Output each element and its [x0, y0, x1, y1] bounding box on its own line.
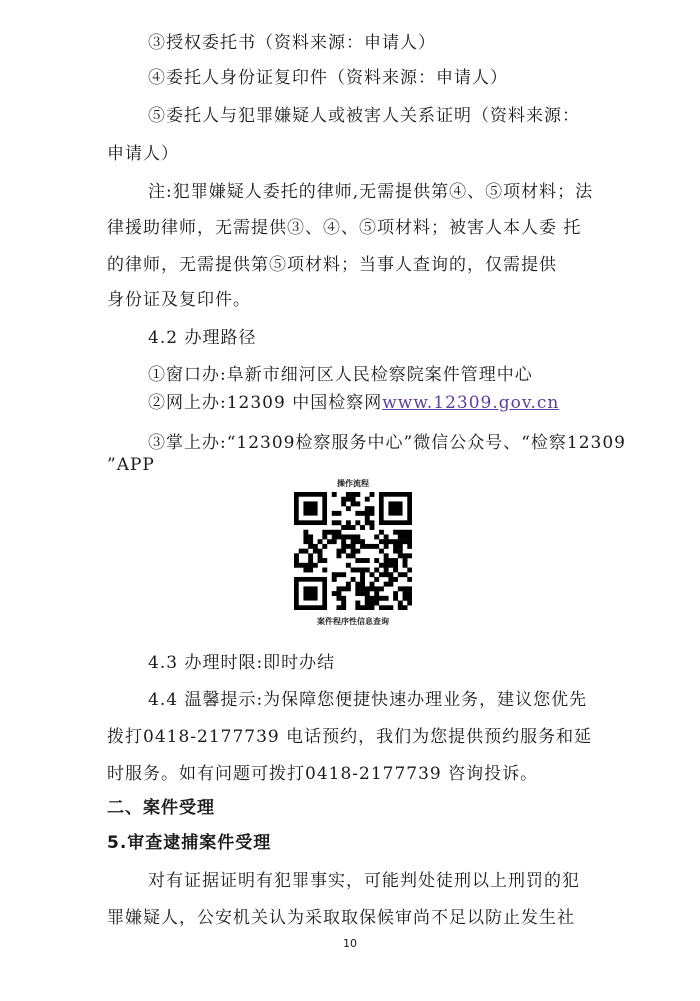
text-line: 时服务。如有问题可拨打0418-2177739 咨询投诉。 [107, 764, 539, 784]
text-line: 身份证及复印件。 [107, 290, 251, 310]
text-line: ”APP [107, 455, 155, 475]
text-line: 4.3 办理时限:即时办结 [148, 653, 336, 673]
text-line: 的律师，无需提供第⑤项材料；当事人查询的，仅需提供 [107, 255, 557, 275]
text-line: ①窗口办:阜新市细河区人民检察院案件管理中心 [148, 365, 533, 385]
online-label: ②网上办:12309 中国检察网 [148, 393, 383, 413]
text-line: 4.4 温馨提示:为保障您便捷快速办理业务，建议您优先 [148, 690, 588, 710]
chapter-heading: 二、案件受理 [107, 798, 215, 818]
text-line: ⑤委托人与犯罪嫌疑人或被害人关系证明（资料来源： [148, 106, 580, 126]
text-line [148, 391, 559, 415]
qr-caption-top: 操作流程 [337, 479, 369, 488]
text-line: ③授权委托书（资料来源：申请人） [148, 33, 436, 53]
text-line: 注:犯罪嫌疑人委托的律师,无需提供第④、⑤项材料；法 [148, 182, 594, 202]
text-line: 拨打0418-2177739 电话预约，我们为您提供预约服务和延 [107, 727, 593, 747]
text-line: 对有证据证明有犯罪事实，可能判处徒刑以上刑罚的犯 [148, 871, 580, 891]
text-line: ③掌上办:“12309检察服务中心”微信公众号、“检察12309 [148, 433, 626, 453]
qr-caption-bottom: 案件程序性信息查询 [317, 617, 389, 626]
section-heading: 5.审查逮捕案件受理 [107, 833, 272, 853]
website-link[interactable]: www.12309.gov.cn [382, 393, 560, 413]
text-line: 罪嫌疑人，公安机关认为采取取保候审尚不足以防止发生社 [107, 908, 575, 928]
qr-block [292, 478, 414, 628]
section-heading: 4.2 办理路径 [148, 328, 257, 348]
qr-code-icon[interactable] [294, 492, 412, 610]
text-line: 申请人） [107, 144, 179, 164]
page-number: 10 [343, 937, 357, 950]
text-line: ④委托人身份证复印件（资料来源：申请人） [148, 68, 508, 88]
text-line: 律援助律师，无需提供③、④、⑤项材料；被害人本人委 托 [107, 218, 582, 238]
